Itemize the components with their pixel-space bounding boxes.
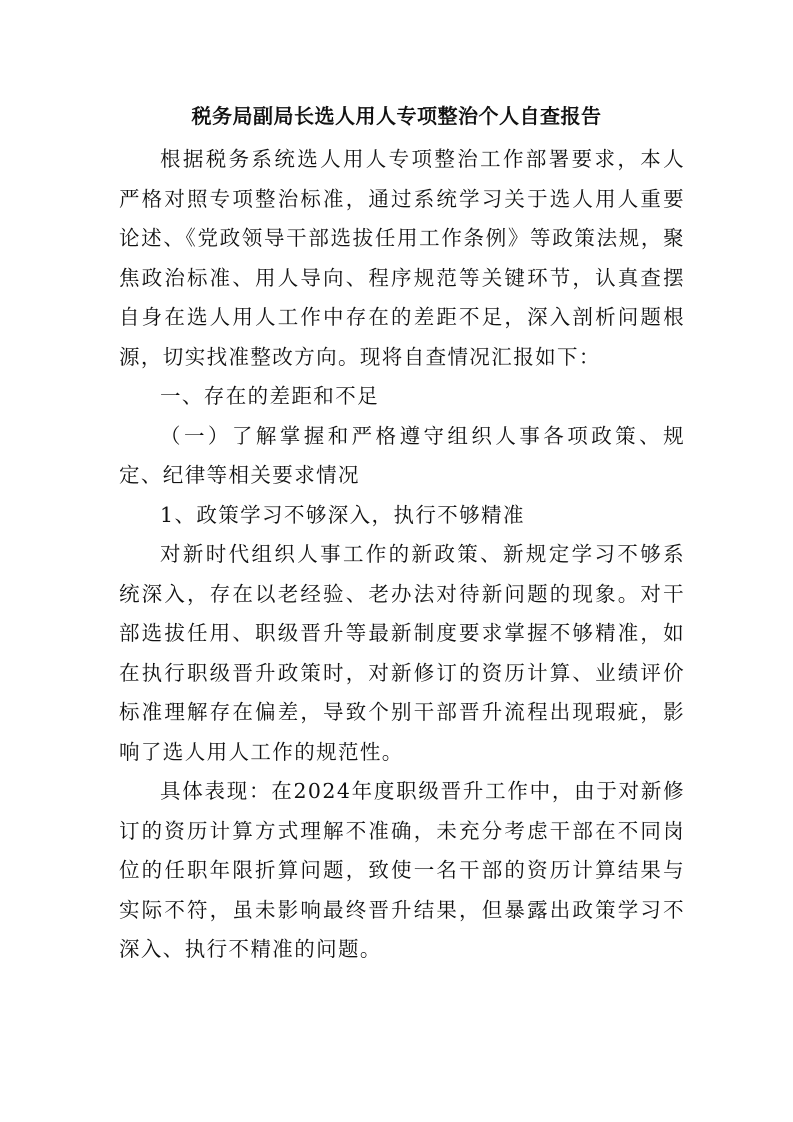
- intro-paragraph: 根据税务系统选人用人专项整治工作部署要求，本人严格对照专项整治标准，通过系统学习关于选人用人重要论述、《党政领导干部选拔任用工作条例》等政策法规，聚焦政治标准、用人导向、程序规范等关键环节，认真查摆自身在选人用人工作中存在的差距不足，深入剖析问题根源，切实找准整改方向。现将自查情况汇报如下：: [119, 147, 685, 369]
- item-heading: 1、政策学习不够深入，执行不够精准: [160, 502, 525, 527]
- subsection-heading: （一）了解掌握和严格遵守组织人事各项政策、规定、纪律等相关要求情况: [119, 423, 685, 487]
- body-paragraph: 对新时代组织人事工作的新政策、新规定学习不够系统深入，存在以老经验、老办法对待新问题的现象。对干部选拔任用、职级晋升等最新制度要求掌握不够精准，如在执行职级晋升政策时，对新修订的资历计算、业绩评价标准理解存在偏差，导致个别干部晋升流程出现瑕疵，影响了选人用人工作的规范性。: [119, 542, 685, 764]
- section-heading: 一、存在的差距和不足: [160, 384, 379, 408]
- body-paragraph: 具体表现：在2024年度职级晋升工作中，由于对新修订的资历计算方式理解不准确，未充分考虑干部在不同岗位的任职年限折算问题，致使一名干部的资历计算结果与实际不符，虽未影响最终晋升结果，但暴露出政策学习不深入、执行不精准的问题。: [119, 779, 685, 961]
- document-body: [119, 140, 685, 970]
- document-title: 税务局副局长选人用人专项整治个人自查报告: [191, 104, 602, 128]
